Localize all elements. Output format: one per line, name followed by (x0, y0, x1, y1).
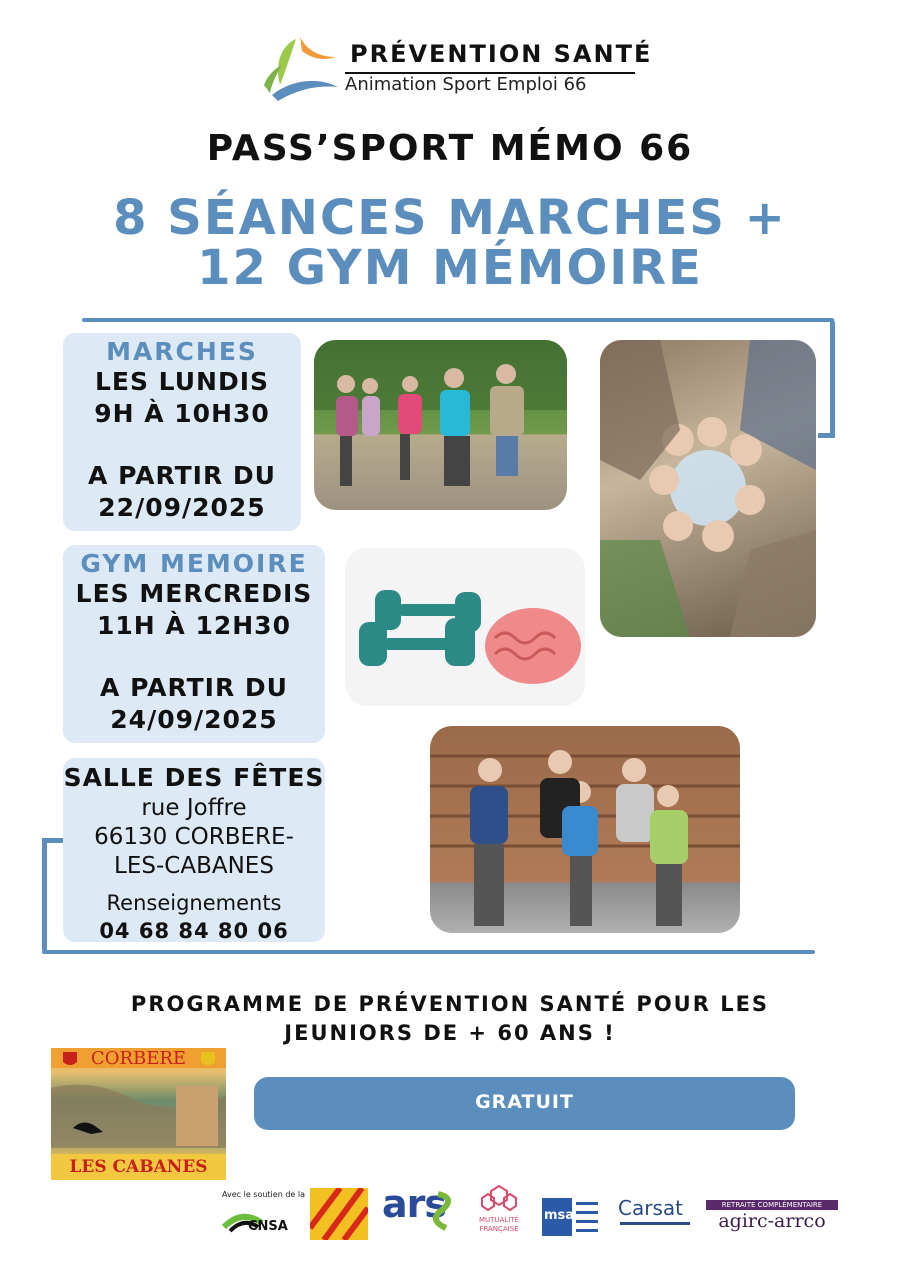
venue-phone: 04 68 84 80 06 (99, 919, 289, 943)
gym-date: 24/09/2025 (110, 705, 278, 734)
headline-line-2: 12 GYM MÉMOIRE (197, 240, 703, 296)
headline-line-1: 8 SÉANCES MARCHES + (113, 190, 787, 246)
brand-subtitle: Animation Sport Emploi 66 (345, 74, 587, 95)
brand-title: PRÉVENTION SANTÉ (350, 40, 653, 68)
venue-name: SALLE DES FÊTES (63, 763, 325, 792)
gym-info-box (63, 545, 325, 743)
frame-bottom-line (42, 950, 815, 954)
occitanie-logo (310, 1188, 368, 1240)
carsat-text: Carsat (618, 1196, 683, 1220)
frame-top-line (82, 318, 834, 322)
frame-right-hook (818, 433, 835, 438)
msa-logo (542, 1198, 606, 1238)
venue-street: rue Joffre (141, 795, 247, 821)
seniors-exercise-photo (430, 726, 740, 933)
venue-info-box (63, 758, 325, 942)
corbere-logo-bottom-text: LES CABANES (69, 1157, 208, 1177)
programme-line-1: PROGRAMME DE PRÉVENTION SANTÉ POUR LES (130, 992, 770, 1016)
venue-info-label: Renseignements (106, 891, 282, 915)
dumbbells-brain-photo (345, 548, 585, 706)
marches-time: 9H À 10H30 (94, 399, 270, 428)
carsat-logo (618, 1196, 696, 1232)
carsat-underline (620, 1222, 690, 1225)
mutualite-text: MUTUALITÉ FRANÇAISE (478, 1216, 519, 1233)
gym-label: GYM MEMOIRE (80, 549, 308, 578)
cnsa-logo (222, 1205, 300, 1239)
ars-text: ars (382, 1182, 447, 1226)
agirc-top-text: RETRAITE COMPLÉMENTAIRE (721, 1201, 823, 1209)
frame-left-line (42, 838, 47, 954)
corbere-logo-top-text: CORBERE (90, 1048, 187, 1069)
gym-time: 11H À 12H30 (97, 611, 291, 640)
walking-seniors-photo (314, 340, 567, 510)
frame-right-line (830, 318, 835, 438)
marches-day: LES LUNDIS (94, 367, 270, 396)
gym-day: LES MERCREDIS (75, 579, 313, 608)
venue-city-line-2: LES-CABANES (114, 853, 274, 879)
msa-text: msa (544, 1208, 575, 1223)
programme-line-2: JEUNIORS DE + 60 ANS ! (284, 1021, 616, 1045)
cnsa-text: CNSA (248, 1219, 288, 1234)
mutualite-logo (466, 1184, 532, 1240)
gratuit-banner: GRATUIT (254, 1077, 795, 1130)
swoosh-logo-icon (262, 35, 342, 105)
page-title: PASS’SPORT MÉMO 66 (206, 128, 694, 169)
marches-info-box (63, 333, 301, 531)
corbere-les-cabanes-logo (51, 1048, 226, 1180)
marches-date: 22/09/2025 (98, 493, 266, 522)
support-text: Avec le soutien de la (222, 1190, 305, 1199)
gym-from-label: A PARTIR DU (100, 673, 288, 702)
marches-label: MARCHES (106, 337, 258, 366)
marches-from-label: A PARTIR DU (88, 461, 276, 490)
agirc-arrco-logo (706, 1200, 838, 1236)
ars-logo (382, 1182, 460, 1236)
seniors-huddle-photo (600, 340, 816, 637)
programme-text (0, 990, 900, 1048)
agirc-text: agirc-arrco (718, 1210, 826, 1232)
venue-city-line-1: 66130 CORBERE- (94, 824, 294, 850)
